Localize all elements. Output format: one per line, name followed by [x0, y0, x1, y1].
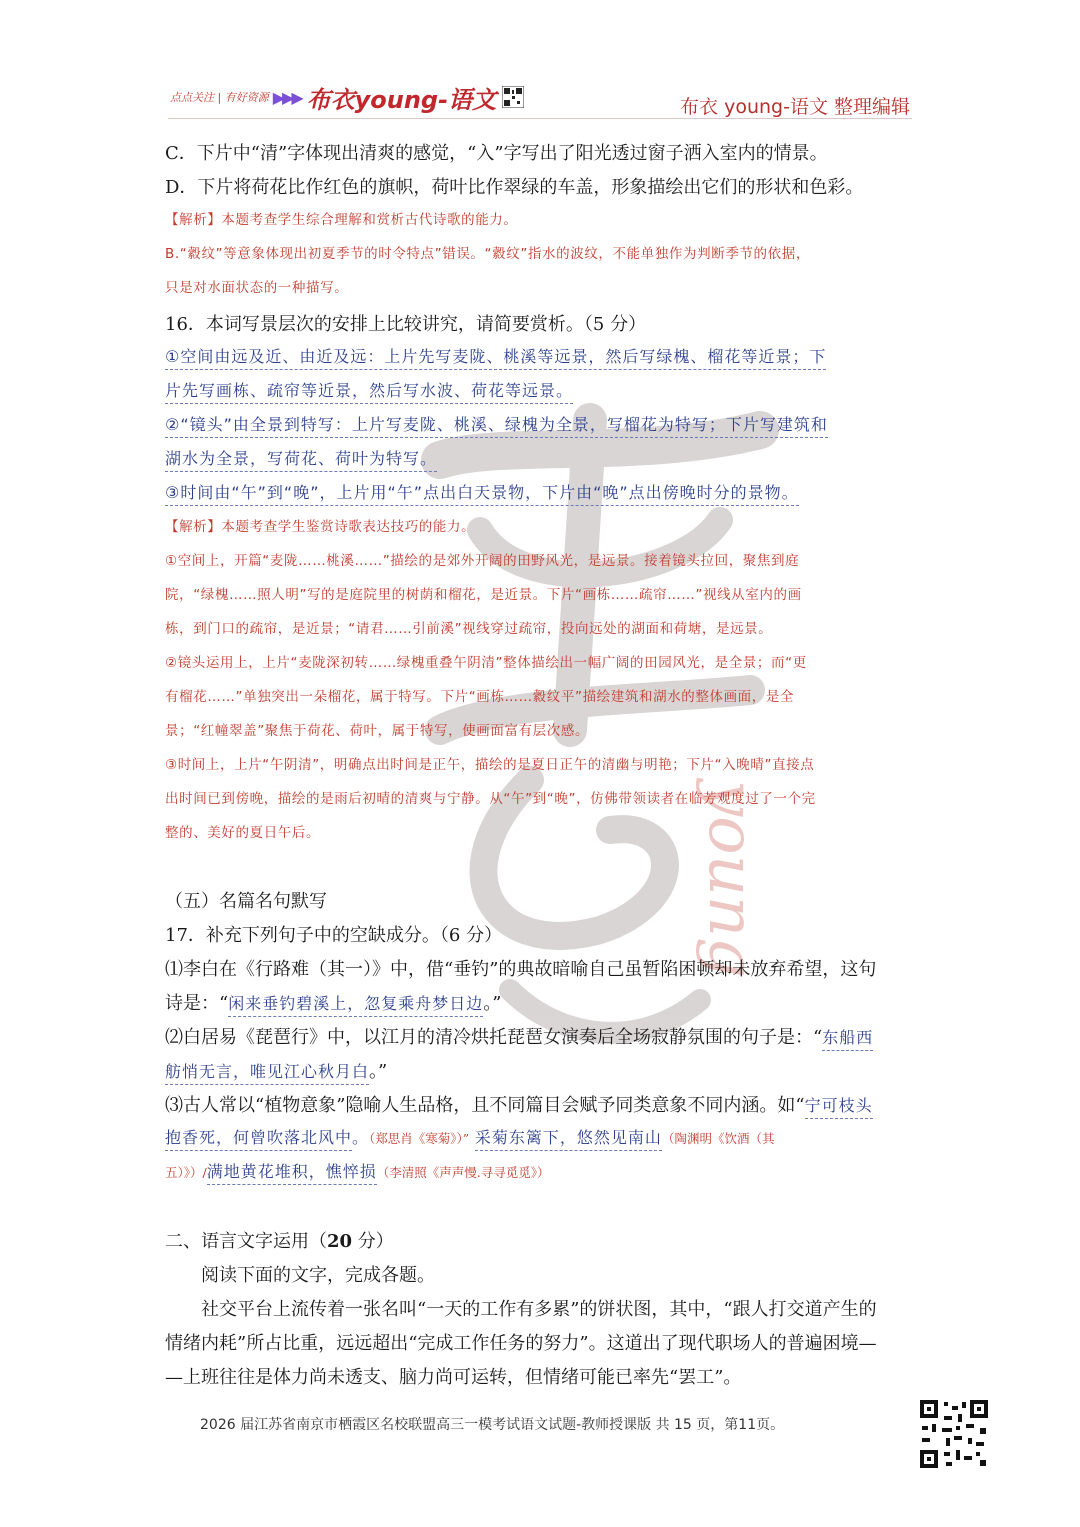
q16-analysis-line7: 景；“红幢翠盖”聚焦于荷花、荷叶，属于特写，使画面富有层次感。 [165, 723, 590, 739]
q16-analysis-line10: 整的、美好的夏日午后。 [165, 825, 321, 841]
q16-analysis-line1: 【解析】本题考查学生鉴赏诗歌表达技巧的能力。 [165, 519, 476, 535]
header-divider [168, 118, 912, 119]
header-brand: 布衣young-语文 [306, 85, 497, 114]
q17-item3-answer-b: 抱香死，何曾吹落北风中 [165, 1128, 352, 1151]
q16-question: 16．本词写景层次的安排上比较讲究，请简要赏析。（5 分） [165, 314, 647, 335]
q16-answer-3: ③时间由“午”到“晚”，上片用“午”点出白天景物，下片由“晚”点出傍晚时分的景物。 [165, 483, 799, 506]
watermark-text: young [694, 780, 768, 979]
q17-item2-answer-a: 东船西 [822, 1028, 873, 1051]
q17-item1-line1: ⑴李白在《行路难（其一）》中，借“垂钓”的典故暗喻自己虽暂陷困顿却未放弃希望，这句 [165, 959, 877, 980]
q17-item1-prefix: 诗是：“ [165, 993, 229, 1014]
q17-item2-suffix: 。” [369, 1061, 388, 1082]
q17-item3-answer-d: 满地黄花堆积，憔悴损 [207, 1162, 377, 1185]
q17-question: 17．补充下列句子中的空缺成分。（6 分） [165, 925, 503, 946]
q17-item2-answer-b: 舫悄无言，唯见江心秋月白 [165, 1062, 369, 1085]
arrow-icon: ▶▶▶ [272, 87, 301, 107]
header-slogan: 点点关注 | 有好资源 [170, 91, 269, 104]
qr-code-icon [502, 86, 524, 108]
q17-item3-line1 [165, 1091, 915, 1117]
q16-answer-2b: 湖水为全景，写荷花、荷叶为特写。 [165, 449, 437, 472]
q16-analysis-line2: ①空间上，开篇“麦陇……桃溪……”描绘的是郊外开阔的田野风光，是远景。接着镜头拉回，聚焦到庭 [165, 553, 800, 569]
q16-analysis-line9: 出时间已到傍晚，描绘的是雨后初晴的清爽与宁静。从“午”到“晚”，仿佛带领读者在临芳观度过了一个完 [165, 791, 816, 807]
qr-code-icon [918, 1398, 990, 1470]
header-right-text: 布衣 young-语文 整理编辑 [680, 96, 910, 118]
q17-item2-line2 [165, 1057, 915, 1083]
q17-item3-note4: （李清照《声声慢.寻寻觅觅》） [376, 1165, 550, 1180]
q15-analysis-line1: 【解析】本题考查学生综合理解和赏析古代诗歌的能力。 [165, 212, 518, 228]
q17-item3-prefix: ⑶古人常以“植物意象”隐喻人生品格，且不同篇目会赋予同类意象不同内涵。如“ [165, 1095, 805, 1116]
option-d: D．下片将荷花比作红色的旗帜，荷叶比作翠绿的车盖，形象描绘出它们的形状和色彩。 [165, 177, 864, 198]
q16-analysis-line8: ③时间上，上片“午阴清”，明确点出时间是正午，描绘的是夏日正午的清幽与明艳；下片“入晚晴”直接点 [165, 757, 815, 773]
option-c: C．下片中“清”字体现出清爽的感觉，“入”字写出了阳光透过窗子洒入室内的情景。 [165, 143, 828, 164]
section2-title-pre: 二、语言文字运用（ [165, 1231, 327, 1252]
q16-answer-2a: ②“镜头”由全景到特写：上片写麦陇、桃溪、绿槐为全景，写榴花为特写；下片写建筑和 [165, 415, 828, 438]
q16-answer-1b: 片先写画栋、疏帘等近景，然后写水波、荷花等远景。 [165, 381, 573, 404]
q17-item3-line2 [165, 1125, 915, 1148]
q17-item2-prefix: ⑵白居易《琵琶行》中，以江月的清冷烘托琵琶女演奏后全场寂静氛围的句子是：“ [165, 1027, 823, 1048]
section2-para-line2: 情绪内耗”所占比重，远远超出“完成工作任务的努力”。这道出了现代职场人的普遍困境— [165, 1333, 877, 1354]
q17-item1-suffix: 。” [483, 993, 502, 1014]
section2-para-line3: —上班往往是体力尚未透支、脑力尚可运转，但情绪可能已率先“罢工”。 [165, 1367, 742, 1388]
q17-item3-period: 。 [352, 1128, 370, 1147]
q17-item3-line3 [165, 1159, 915, 1182]
page-footer: 2026 届江苏省南京市栖霞区名校联盟高三一模考试语文试题-教师授课版 共 15 页，第11页。 [200, 1417, 785, 1433]
q17-item1-line2 [165, 989, 915, 1015]
section2-title [165, 1227, 915, 1253]
q16-analysis-line3: 院，“绿槐……照人明”写的是庭院里的树荫和榴花，是近景。下片“画栋……疏帘……”视线从室内的画 [165, 587, 802, 603]
q15-analysis-line2: B.“縠纹”等意象体现出初夏季节的时令特点”错误。“縠纹”指水的波纹，不能单独作为判断季节的依据， [165, 246, 810, 262]
section2-score: 20 [327, 1231, 353, 1252]
q15-analysis-line3: 只是对水面状态的一种描写。 [165, 280, 349, 296]
section2-para-line1: 社交平台上流传着一张名叫“一天的工作有多累”的饼状图，其中，“跟人打交道产生的 [201, 1299, 877, 1320]
section2-intro: 阅读下面的文字，完成各题。 [201, 1265, 435, 1286]
section5-title: （五）名篇名句默写 [165, 891, 327, 912]
q17-item1-answer: 闲来垂钓碧溪上，忽复乘舟梦日边 [228, 994, 483, 1017]
q17-item3-answer-c: 采菊东篱下，悠然见南山 [475, 1128, 662, 1151]
q16-answer-1a: ①空间由远及近、由近及远：上片先写麦陇、桃溪等远景，然后写绿槐、榴花等近景；下 [165, 347, 826, 370]
q17-item3-note1: （郑思肖《寒菊》）” [369, 1131, 470, 1146]
q17-item2-line1 [165, 1023, 915, 1049]
q17-item3-note2: （陶渊明《饮酒（其 [661, 1131, 775, 1146]
q16-analysis-line6: 有榴花……”单独突出一朵榴花，属于特写。下片“画栋……縠纹平”描绘建筑和湖水的整体画面，是全 [165, 689, 795, 705]
section2-title-post: 分） [352, 1231, 394, 1252]
header-logo [170, 80, 524, 114]
q17-item3-answer-a: 宁可枝头 [805, 1096, 873, 1119]
q17-item3-note3: 五）》）/ [165, 1165, 207, 1180]
q16-analysis-line4: 栋，到门口的疏帘，是近景；“请君……引前溪”视线穿过疏帘，投向远处的湖面和荷塘，是远景。 [165, 621, 773, 637]
q16-analysis-line5: ②镜头运用上，上片“麦陇深初转……绿槐重叠午阴清”整体描绘出一幅广阔的田园风光，是全景；而“更 [165, 655, 807, 671]
